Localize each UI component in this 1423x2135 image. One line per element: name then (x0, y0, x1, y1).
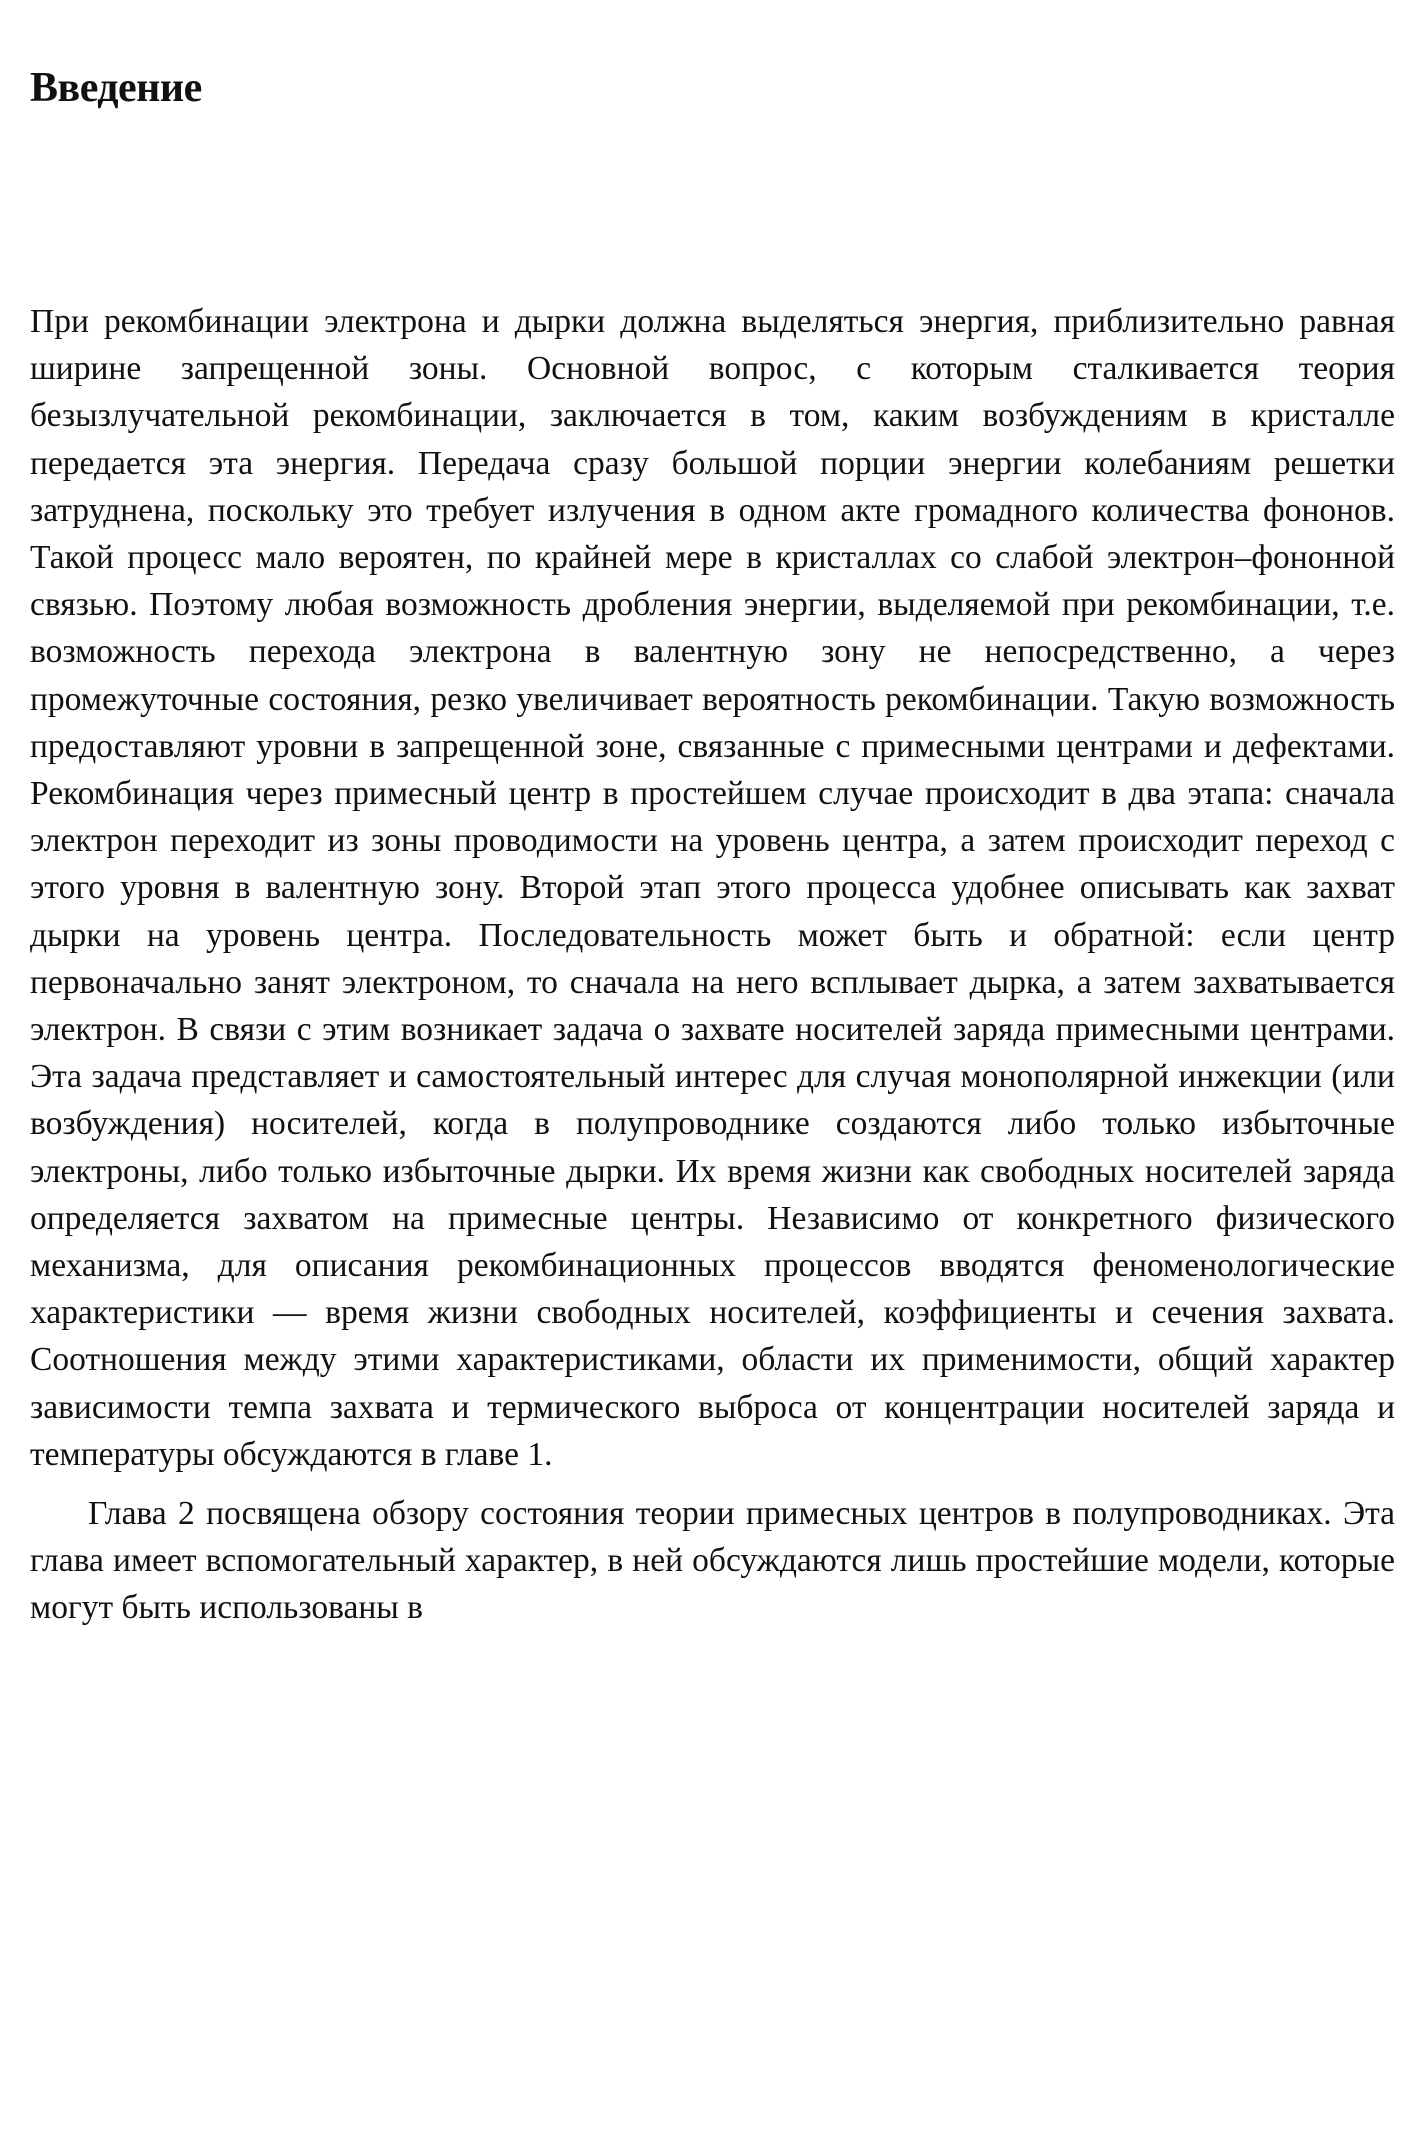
paragraph: Глава 2 посвящена обзору состояния теории примесных центров в полупроводниках. Эта глава имеет вспомогательный характер, в ней обсуждаются лишь простейшие модели, которые могут быть использованы в (30, 1495, 1395, 1627)
section-heading: Введение (30, 65, 202, 111)
paragraph: При рекомбинации электрона и дырки должна выделяться энергия, приблизительно равная ширине запрещенной зоны. Основной вопрос, с которым сталкивается теория безызлучательной рекомбинации, заключается в том, каким возбуждениям в кристалле передается эта энергия. Передача сразу большой порции энергии колебаниям решетки затруднена, поскольку это требует излучения в одном акте громадного количества фононов. Такой процесс мало вероятен, по крайней мере в кристаллах со слабой электрон–фононной связью. Поэтому любая возможность дробления энергии, выделяемой при рекомбинации, т.е. возможность перехода электрона в валентную зону не непосредственно, а через промежуточные состояния, резко увеличивает вероятность рекомбинации. Такую возможность предоставляют уровни в запрещенной зоне, связанные с примесными центрами и дефектами. Рекомбинация через примесный центр в простейшем случае происходит в два этапа: сначала электрон переходит из зоны проводимости на уровень центра, а затем происходит переход с этого уровня в валентную зону. Второй этап этого процесса удобнее описывать как захват дырки на уровень центра. Последовательность может быть и обратной: если центр первоначально занят электроном, то сначала на него всплывает дырка, а затем захватывается электрон. В связи с этим возникает задача о захвате носителей заряда примесными центрами. Эта задача представляет и самостоятельный интерес для случая монополярной инжекции (или возбуждения) носителей, когда в полупроводнике создаются либо только избыточные электроны, либо только избыточные дырки. Их время жизни как свободных носителей заряда определяется захватом на примесные центры. Независимо от конкретного физического механизма, для описания рекомбинационных процессов вводятся феноменологические характеристики — время жизни свободных носителей, коэффициенты и сечения захвата. Соотношения между этими характеристиками, области их применимости, общий характер зависимости темпа захвата и термического выброса от концентрации носителей заряда и температуры обсуждаются в главе 1. (30, 303, 1395, 1473)
body-text (30, 298, 1395, 1632)
